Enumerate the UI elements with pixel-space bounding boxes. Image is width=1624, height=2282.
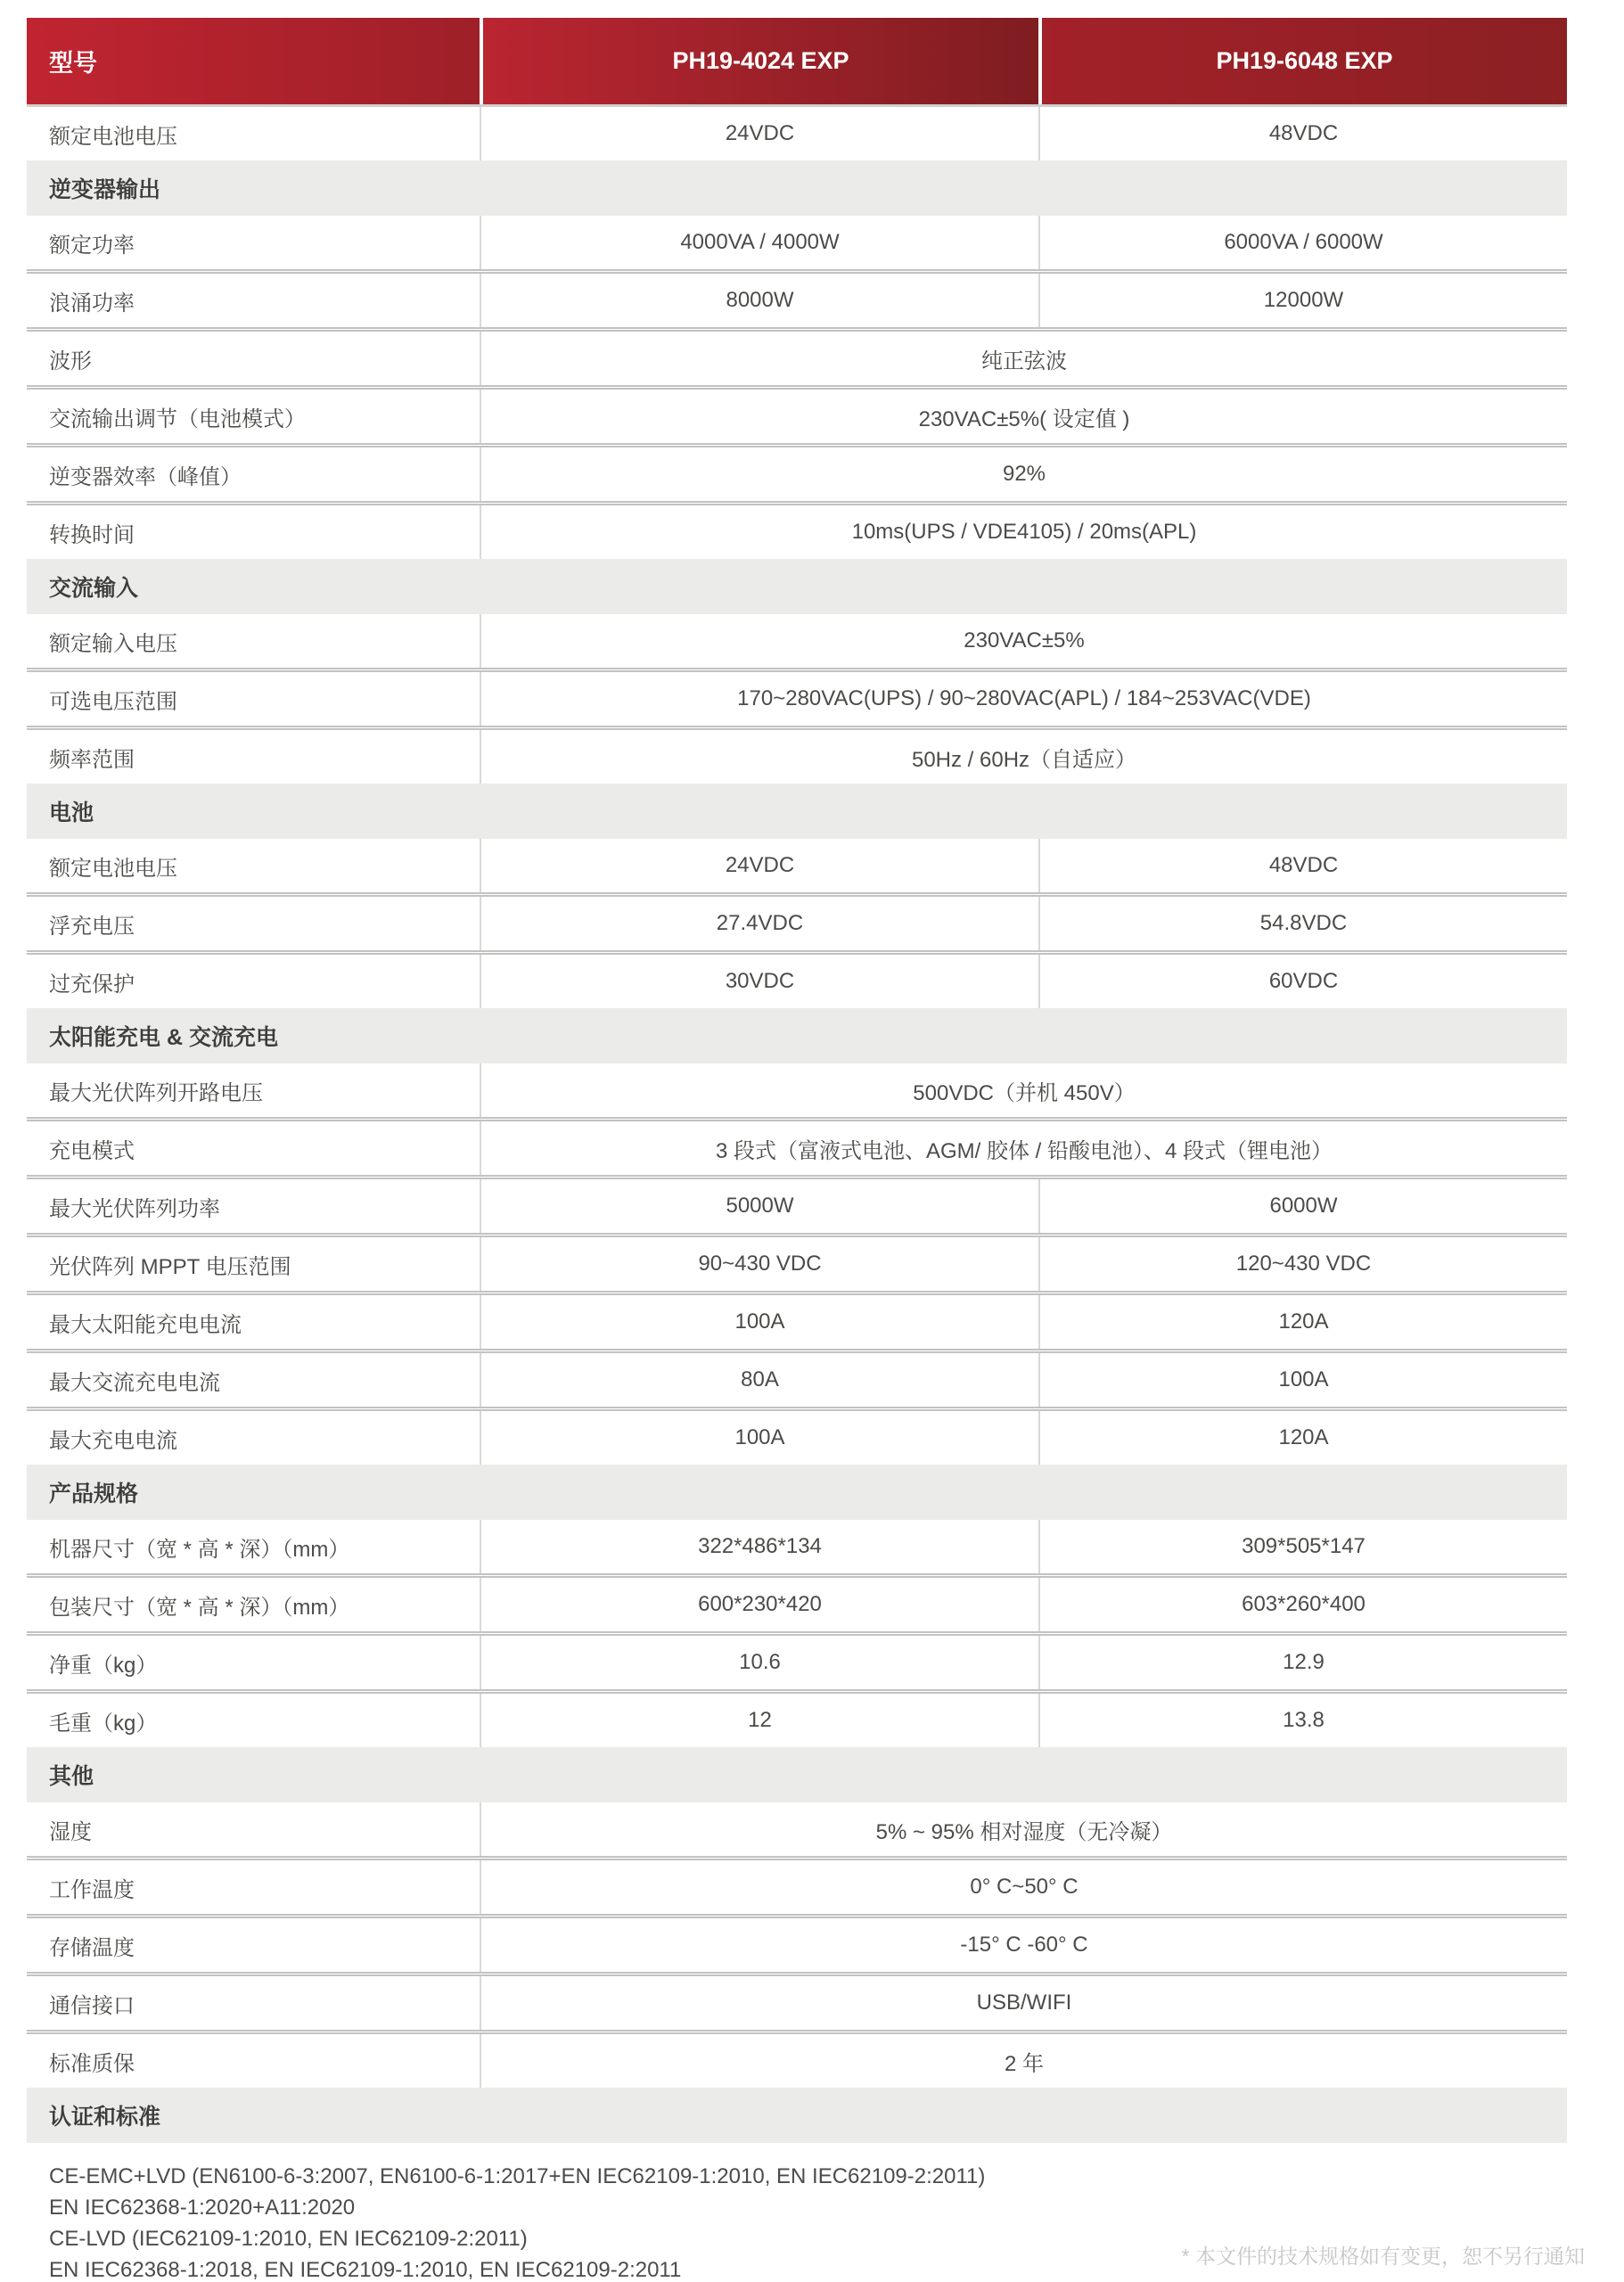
spec-value-model2: 309*505*147 bbox=[1038, 1520, 1567, 1573]
certification-line: EN IEC62368-1:2020+A11:2020 bbox=[49, 2196, 356, 2220]
spec-label: 逆变器效率（峰值） bbox=[49, 464, 242, 489]
section-header-inverter-output bbox=[27, 160, 1567, 216]
spec-label: 最大光伏阵列功率 bbox=[49, 1196, 220, 1221]
section-title: 认证和标准 bbox=[49, 2105, 161, 2130]
spec-label: 毛重（kg） bbox=[49, 1711, 158, 1736]
table-row bbox=[27, 1972, 1567, 2030]
section-product-specs bbox=[27, 1520, 1567, 1747]
table-row bbox=[27, 1063, 1567, 1117]
spec-value-model2: 100A bbox=[1038, 1353, 1567, 1407]
spec-label: 最大交流充电电流 bbox=[49, 1370, 220, 1395]
table-row bbox=[27, 839, 1567, 892]
table-row bbox=[27, 107, 1567, 160]
spec-value-shared: 170~280VAC(UPS) / 90~280VAC(APL) / 184~253VAC(VDE) bbox=[480, 672, 1567, 726]
spec-value-model2: 60VDC bbox=[1038, 955, 1567, 1008]
spec-value-model2: 12.9 bbox=[1038, 1636, 1567, 1689]
table-row bbox=[27, 385, 1567, 443]
spec-label: 标准质保 bbox=[49, 2051, 135, 2076]
table-row bbox=[27, 1802, 1567, 1856]
table-row bbox=[27, 2030, 1567, 2088]
table-row bbox=[27, 1117, 1567, 1175]
spec-value-model1: 100A bbox=[480, 1411, 1038, 1465]
spec-value-model2: 48VDC bbox=[1038, 839, 1567, 892]
spec-label: 最大充电电流 bbox=[49, 1428, 177, 1453]
table-row bbox=[27, 269, 1567, 327]
section-header-certifications bbox=[27, 2088, 1567, 2143]
spec-label: 交流输出调节（电池模式） bbox=[49, 406, 306, 431]
table-row bbox=[27, 1856, 1567, 1914]
spec-value-model2: 54.8VDC bbox=[1038, 897, 1567, 950]
spec-value-model2: 12000W bbox=[1038, 274, 1567, 327]
disclaimer-footnote: * 本文件的技术规格如有变更，恕不另行通知 bbox=[1181, 2245, 1585, 2268]
spec-value-model1: 90~430 VDC bbox=[480, 1237, 1038, 1291]
spec-value-model1: 24VDC bbox=[480, 107, 1038, 160]
certification-line: CE-LVD (IEC62109-1:2010, EN IEC62109-2:2011) bbox=[49, 2227, 528, 2251]
spec-label: 额定功率 bbox=[49, 233, 135, 258]
spec-value-model1: 80A bbox=[480, 1353, 1038, 1407]
section-title: 电池 bbox=[49, 800, 94, 825]
spec-value-shared: 10ms(UPS / VDE4105) / 20ms(APL) bbox=[480, 505, 1567, 559]
spec-value-shared: 92% bbox=[480, 447, 1567, 501]
section-title: 逆变器输出 bbox=[49, 177, 161, 202]
section-header-ac-input bbox=[27, 559, 1567, 614]
table-row bbox=[27, 443, 1567, 501]
section-header-solar-ac-charging bbox=[27, 1008, 1567, 1063]
table-row bbox=[27, 327, 1567, 385]
spec-label: 机器尺寸（宽 * 高 * 深）（mm） bbox=[49, 1537, 350, 1562]
spec-label: 最大光伏阵列开路电压 bbox=[49, 1080, 263, 1105]
section-title: 产品规格 bbox=[49, 1482, 139, 1506]
spec-value-model2: 603*260*400 bbox=[1038, 1578, 1567, 1631]
spec-value-model2: 120A bbox=[1038, 1411, 1567, 1465]
spec-label: 可选电压范围 bbox=[49, 689, 177, 714]
spec-value-model1: 5000W bbox=[480, 1179, 1038, 1233]
spec-value-model2: 120~430 VDC bbox=[1038, 1237, 1567, 1291]
table-row bbox=[27, 1349, 1567, 1407]
spec-value-model1: 100A bbox=[480, 1295, 1038, 1349]
table-row bbox=[27, 668, 1567, 726]
table-row bbox=[27, 1407, 1567, 1465]
spec-label: 充电模式 bbox=[49, 1138, 135, 1163]
certification-line: EN IEC62368-1:2018, EN IEC62109-1:2010, EN IEC62109-2:2011 bbox=[49, 2258, 682, 2282]
table-row bbox=[27, 1291, 1567, 1349]
table-row bbox=[27, 216, 1567, 269]
spec-label: 净重（kg） bbox=[49, 1653, 158, 1678]
spec-value-model2: 120A bbox=[1038, 1295, 1567, 1349]
spec-value-model2: 13.8 bbox=[1038, 1694, 1567, 1747]
spec-value-model1: 4000VA / 4000W bbox=[480, 216, 1038, 269]
section-intro bbox=[27, 107, 1567, 160]
spec-value-shared: 50Hz / 60Hz（自适应） bbox=[480, 730, 1567, 784]
spec-value-shared: -15° C -60° C bbox=[480, 1918, 1567, 1972]
spec-value-shared: USB/WIFI bbox=[480, 1976, 1567, 2030]
table-row bbox=[27, 614, 1567, 668]
section-other bbox=[27, 1802, 1567, 2088]
spec-label: 通信接口 bbox=[49, 1993, 135, 2018]
section-title: 其他 bbox=[49, 1764, 94, 1789]
spec-value-model1: 8000W bbox=[480, 274, 1038, 327]
table-row bbox=[27, 501, 1567, 559]
spec-value-shared: 3 段式（富液式电池、AGM/ 胶体 / 铅酸电池）、4 段式（锂电池） bbox=[480, 1121, 1567, 1175]
spec-label: 湿度 bbox=[49, 1819, 92, 1844]
section-header-product-specs bbox=[27, 1465, 1567, 1520]
spec-label: 转换时间 bbox=[49, 522, 135, 547]
spec-value-model1: 10.6 bbox=[480, 1636, 1038, 1689]
certification-line: CE-EMC+LVD (EN6100-6-3:2007, EN6100-6-1:2017+EN IEC62109-1:2010, EN IEC62109-2:2011) bbox=[49, 2164, 986, 2188]
section-solar-ac-charging bbox=[27, 1063, 1567, 1465]
spec-label: 工作温度 bbox=[49, 1877, 135, 1902]
spec-label: 额定电池电压 bbox=[49, 124, 177, 149]
section-inverter-output bbox=[27, 216, 1567, 559]
spec-label: 波形 bbox=[49, 349, 92, 373]
column-header-ph19-4024-exp: PH19-4024 EXP bbox=[480, 18, 1038, 104]
spec-value-model1: 27.4VDC bbox=[480, 897, 1038, 950]
table-row bbox=[27, 1175, 1567, 1233]
spec-value-shared: 2 年 bbox=[480, 2034, 1567, 2088]
table-row bbox=[27, 1631, 1567, 1689]
spec-label: 频率范围 bbox=[49, 747, 135, 772]
spec-label: 浮充电压 bbox=[49, 914, 135, 939]
spec-label: 包装尺寸（宽 * 高 * 深）（mm） bbox=[49, 1595, 350, 1620]
table-row bbox=[27, 1914, 1567, 1972]
table-row bbox=[27, 950, 1567, 1008]
spec-value-model1: 600*230*420 bbox=[480, 1578, 1038, 1631]
section-ac-input bbox=[27, 614, 1567, 784]
spec-value-model2: 48VDC bbox=[1038, 107, 1567, 160]
spec-value-shared: 5% ~ 95% 相对湿度（无冷凝） bbox=[480, 1802, 1567, 1856]
column-header-ph19-6048-exp: PH19-6048 EXP bbox=[1038, 18, 1567, 104]
table-header-row bbox=[27, 18, 1567, 107]
section-header-other bbox=[27, 1747, 1567, 1802]
section-title: 交流输入 bbox=[49, 576, 139, 601]
table-row bbox=[27, 726, 1567, 784]
spec-table bbox=[27, 18, 1567, 2282]
spec-value-model1: 322*486*134 bbox=[480, 1520, 1038, 1573]
spec-value-shared: 纯正弦波 bbox=[480, 332, 1567, 385]
spec-value-model1: 24VDC bbox=[480, 839, 1038, 892]
spec-label: 额定电池电压 bbox=[49, 856, 177, 881]
spec-value-model2: 6000VA / 6000W bbox=[1038, 216, 1567, 269]
spec-label: 额定输入电压 bbox=[49, 631, 177, 656]
spec-value-model1: 12 bbox=[480, 1694, 1038, 1747]
table-row bbox=[27, 1689, 1567, 1747]
spec-label: 光伏阵列 MPPT 电压范围 bbox=[49, 1254, 291, 1279]
column-header-model: 型号 bbox=[27, 18, 480, 104]
spec-value-shared: 230VAC±5%( 设定值 ) bbox=[480, 390, 1567, 443]
spec-label: 过充保护 bbox=[49, 972, 135, 997]
spec-label: 存储温度 bbox=[49, 1935, 135, 1960]
spec-value-model2: 6000W bbox=[1038, 1179, 1567, 1233]
section-header-battery bbox=[27, 784, 1567, 839]
spec-value-shared: 0° C~50° C bbox=[480, 1860, 1567, 1914]
table-row bbox=[27, 1520, 1567, 1573]
section-battery bbox=[27, 839, 1567, 1008]
section-title: 太阳能充电 & 交流充电 bbox=[49, 1025, 278, 1050]
table-row bbox=[27, 1233, 1567, 1291]
spec-value-model1: 30VDC bbox=[480, 955, 1038, 1008]
spec-value-shared: 500VDC（并机 450V） bbox=[480, 1063, 1567, 1117]
spec-value-shared: 230VAC±5% bbox=[480, 614, 1567, 668]
table-row bbox=[27, 892, 1567, 950]
table-row bbox=[27, 1573, 1567, 1631]
spec-label: 最大太阳能充电电流 bbox=[49, 1312, 242, 1337]
spec-label: 浪涌功率 bbox=[49, 291, 135, 316]
